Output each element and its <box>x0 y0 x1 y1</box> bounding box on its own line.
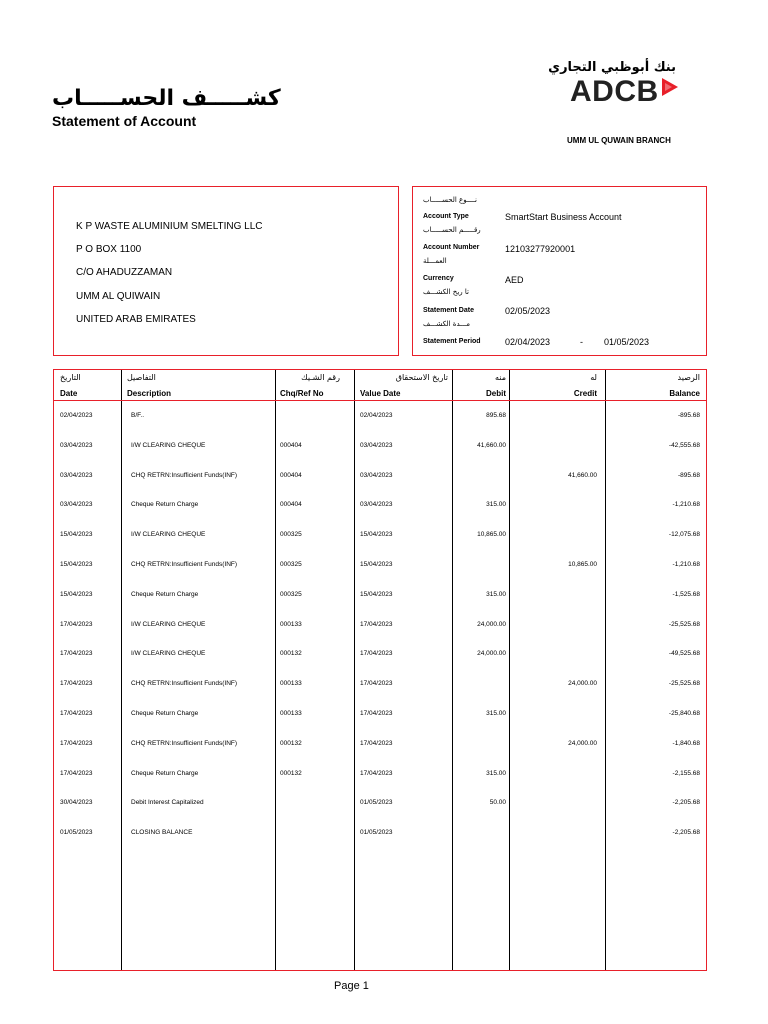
header-value-date-ar: تاريخ الاستحقاق <box>395 373 448 382</box>
currency-label-ar: العمـــلة <box>423 257 447 265</box>
account-type-label-ar: نــــوع الحســـــاب <box>423 196 477 204</box>
statement-date-label: Statement Date <box>423 307 474 314</box>
cell-ref: 000404 <box>280 471 302 479</box>
cell-desc: I/W CLEARING CHEQUE <box>131 441 206 449</box>
cell-balance: -1,525.68 <box>672 590 700 598</box>
cell-date: 15/04/2023 <box>60 531 93 539</box>
cell-date: 03/04/2023 <box>60 501 93 509</box>
cell-debit: 895.68 <box>486 412 506 419</box>
statement-period-to: 01/05/2023 <box>604 337 650 347</box>
cell-balance: -895.68 <box>677 412 700 419</box>
cell-desc: I/W CLEARING CHEQUE <box>131 650 206 658</box>
header-credit: Credit <box>573 389 597 398</box>
cell-value: 15/04/2023 <box>360 590 393 598</box>
cell-ref: 000325 <box>280 531 302 539</box>
customer-care-of: C/O AHADUZZAMAN <box>76 267 173 278</box>
title-arabic: كشـــــف الحســـــاب <box>52 86 281 111</box>
cell-date: 02/04/2023 <box>60 412 93 419</box>
cell-balance: -2,205.68 <box>672 799 700 807</box>
cell-date: 17/04/2023 <box>60 769 93 777</box>
statement-period-label-ar: مـــدة الكشـــف <box>423 320 471 328</box>
customer-po-box: P O BOX 1100 <box>76 244 142 255</box>
cell-desc: Cheque Return Charge <box>131 590 199 598</box>
cell-ref: 000133 <box>280 620 302 628</box>
cell-date: 03/04/2023 <box>60 441 93 449</box>
cell-value: 03/04/2023 <box>360 501 393 509</box>
cell-debit: 24,000.00 <box>477 650 506 658</box>
cell-ref: 000325 <box>280 590 302 598</box>
cell-date: 15/04/2023 <box>60 561 93 568</box>
cell-balance: -25,840.68 <box>668 710 700 717</box>
cell-value: 15/04/2023 <box>360 561 393 568</box>
cell-desc: CHQ RETRN:Insufficient Funds(INF) <box>131 680 238 688</box>
cell-balance: -2,155.68 <box>672 769 700 777</box>
account-number-label-ar: رقـــــم الحســـــاب <box>423 226 481 234</box>
cell-balance: -25,525.68 <box>668 620 700 628</box>
cell-ref: 000404 <box>280 441 302 449</box>
cell-balance: -895.68 <box>677 471 700 479</box>
cell-desc: CHQ RETRN:Insufficient Funds(INF) <box>131 561 238 568</box>
cell-balance: -1,210.68 <box>672 561 700 568</box>
currency-value: AED <box>505 275 524 285</box>
cell-value: 17/04/2023 <box>360 680 393 688</box>
cell-value: 17/04/2023 <box>360 710 393 717</box>
statement-date-label-ar: تا ريخ الكشـــف <box>423 288 469 296</box>
cell-desc: Cheque Return Charge <box>131 501 199 509</box>
cell-date: 17/04/2023 <box>60 739 93 747</box>
cell-balance: -2,205.68 <box>672 829 700 837</box>
cell-value: 17/04/2023 <box>360 739 393 747</box>
header-ref: Chq/Ref No <box>280 389 324 398</box>
account-type-value: SmartStart Business Account <box>505 212 622 222</box>
cell-credit: 10,865.00 <box>568 561 597 568</box>
cell-debit: 315.00 <box>486 501 506 509</box>
cell-credit: 24,000.00 <box>568 680 597 688</box>
customer-country: UNITED ARAB EMIRATES <box>76 314 196 325</box>
cell-value: 03/04/2023 <box>360 441 393 449</box>
customer-address-box <box>53 186 399 356</box>
cell-date: 01/05/2023 <box>60 829 93 837</box>
cell-date: 17/04/2023 <box>60 620 93 628</box>
cell-ref: 000133 <box>280 680 302 688</box>
cell-date: 03/04/2023 <box>60 471 93 479</box>
cell-debit: 315.00 <box>486 710 506 717</box>
page-number: Page 1 <box>334 980 369 992</box>
header-debit-ar: منه <box>495 373 506 382</box>
cell-balance: -25,525.68 <box>668 680 700 688</box>
cell-value: 17/04/2023 <box>360 650 393 658</box>
cell-desc: CLOSING BALANCE <box>131 829 193 837</box>
cell-desc: B/F.. <box>131 412 145 419</box>
bank-logo <box>548 58 676 110</box>
account-type-label: Account Type <box>423 213 469 220</box>
header-credit-ar: له <box>590 373 597 382</box>
cell-balance: -1,210.68 <box>672 501 700 509</box>
cell-date: 17/04/2023 <box>60 710 93 717</box>
cell-desc: Cheque Return Charge <box>131 710 199 717</box>
cell-ref: 000325 <box>280 561 302 568</box>
header-debit: Debit <box>486 389 506 398</box>
bank-name-arabic: بنك أبوظبي التجاري <box>548 60 676 75</box>
cell-date: 30/04/2023 <box>60 799 93 807</box>
cell-balance: -12,075.68 <box>668 531 700 539</box>
cell-debit: 24,000.00 <box>477 620 506 628</box>
cell-date: 17/04/2023 <box>60 650 93 658</box>
adcb-mark-icon <box>658 76 680 98</box>
header-balance-ar: الرصيد <box>677 373 700 382</box>
currency-label: Currency <box>423 275 454 282</box>
cell-ref: 000133 <box>280 710 302 717</box>
cell-debit: 41,660.00 <box>477 441 506 449</box>
cell-desc: CHQ RETRN:Insufficient Funds(INF) <box>131 739 238 747</box>
cell-date: 15/04/2023 <box>60 590 93 598</box>
statement-period-separator: - <box>580 337 583 347</box>
cell-balance: -42,555.68 <box>668 441 700 449</box>
cell-ref: 000132 <box>280 650 302 658</box>
account-info-box <box>412 186 707 356</box>
cell-balance: -49,525.68 <box>668 650 700 658</box>
cell-ref: 000132 <box>280 769 302 777</box>
cell-value: 01/05/2023 <box>360 799 393 807</box>
cell-value: 15/04/2023 <box>360 531 393 539</box>
cell-desc: Cheque Return Charge <box>131 769 199 777</box>
cell-credit: 24,000.00 <box>568 739 597 747</box>
cell-value: 03/04/2023 <box>360 471 393 479</box>
cell-ref: 000404 <box>280 501 302 509</box>
header-balance: Balance <box>669 389 700 398</box>
cell-date: 17/04/2023 <box>60 680 93 688</box>
branch-name: UMM UL QUWAIN BRANCH <box>567 136 671 145</box>
header-ref-ar: رقم الشـيك <box>301 373 340 382</box>
cell-ref: 000132 <box>280 739 302 747</box>
cell-value: 17/04/2023 <box>360 620 393 628</box>
cell-desc: Debit Interest Capitalized <box>131 799 204 807</box>
cell-value: 01/05/2023 <box>360 829 393 837</box>
cell-desc: I/W CLEARING CHEQUE <box>131 620 206 628</box>
page-title: Statement of Account <box>52 113 197 129</box>
cell-credit: 41,660.00 <box>568 471 597 479</box>
cell-value: 17/04/2023 <box>360 769 393 777</box>
bank-name: ADCB <box>570 75 659 108</box>
cell-debit: 50.00 <box>489 799 506 807</box>
header-description-ar: التفاصيل <box>127 373 156 382</box>
header-date: Date <box>60 389 78 398</box>
customer-city: UMM AL QUIWAIN <box>76 291 161 302</box>
cell-debit: 10,865.00 <box>477 531 506 539</box>
header-value-date: Value Date <box>360 389 401 398</box>
customer-name: K P WASTE ALUMINIUM SMELTING LLC <box>76 221 263 232</box>
header-date-ar: التاريخ <box>60 373 81 382</box>
cell-debit: 315.00 <box>486 769 506 777</box>
statement-period-label: Statement Period <box>423 338 481 345</box>
statement-date-value: 02/05/2023 <box>505 306 551 316</box>
statement-period-from: 02/04/2023 <box>505 337 551 347</box>
cell-debit: 315.00 <box>486 590 506 598</box>
account-number-value: 12103277920001 <box>505 244 576 254</box>
cell-balance: -1,840.68 <box>672 739 700 747</box>
account-number-label: Account Number <box>423 244 480 251</box>
header-description: Description <box>127 389 172 398</box>
cell-desc: I/W CLEARING CHEQUE <box>131 531 206 539</box>
cell-value: 02/04/2023 <box>360 412 393 419</box>
cell-desc: CHQ RETRN:Insufficient Funds(INF) <box>131 471 238 479</box>
transactions-table <box>53 369 707 971</box>
